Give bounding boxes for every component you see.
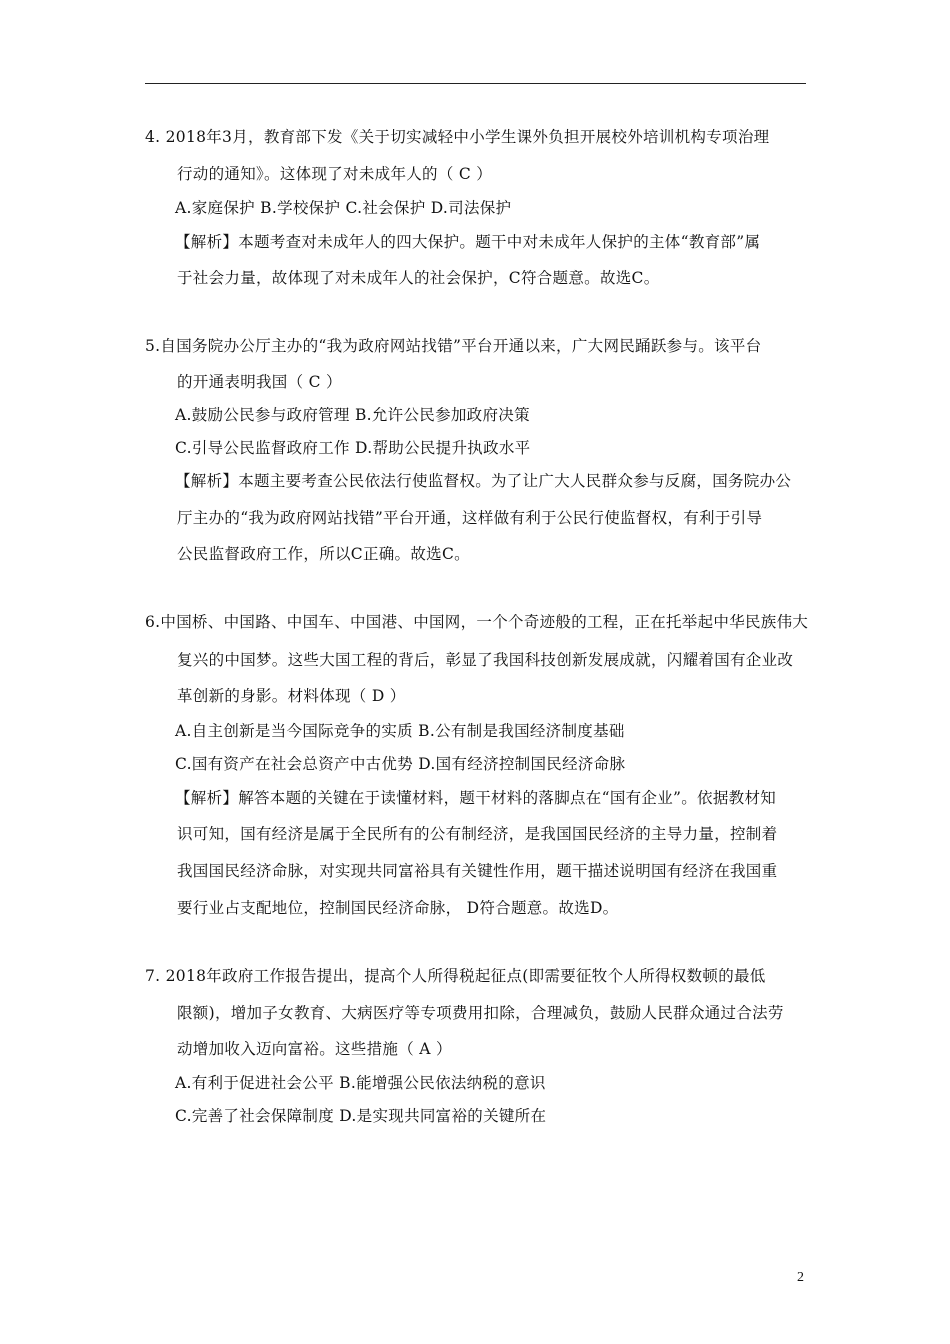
question-7-stem-line-2: 限额)，增加子女教育、大病医疗等专项费用扣除，合理减负，鼓励人民群众通过合法劳 [177, 1004, 784, 1022]
question-6-option-row-2: C.国有资产在社会总资产中古优势 D.国有经济控制国民经济命脉 [175, 755, 626, 773]
question-5-stem-line-2: 的开通表明我国（ C ） [177, 373, 342, 391]
question-6-analysis-line-4: 要行业占支配地位，控制国民经济命脉， D符合题意。故选D。 [177, 899, 619, 917]
question-5-analysis-line-3: 公民监督政府工作，所以C正确。故选C。 [177, 545, 470, 563]
header-rule [145, 83, 806, 84]
question-4-options: A.家庭保护 B.学校保护 C.社会保护 D.司法保护 [175, 199, 512, 217]
question-6-stem-line-2: 复兴的中国梦。这些大国工程的背后，彰显了我国科技创新发展成就，闪耀着国有企业改 [177, 651, 794, 669]
question-7-option-row-1: A.有利于促进社会公平 B.能增强公民依法纳税的意识 [175, 1074, 546, 1092]
question-5-option-row-2: C.引导公民监督政府工作 D.帮助公民提升执政水平 [175, 439, 531, 457]
question-7-option-row-2: C.完善了社会保障制度 D.是实现共同富裕的关键所在 [175, 1107, 547, 1125]
question-6-option-row-1: A.自主创新是当今国际竞争的实质 B.公有制是我国经济制度基础 [175, 722, 625, 740]
question-5-analysis-line-2: 厅主办的“我为政府网站找错”平台开通，这样做有利于公民行使监督权，有利于引导 [177, 509, 763, 527]
question-4-analysis-line-2: 于社会力量，故体现了对未成年人的社会保护，C符合题意。故选C。 [177, 269, 660, 287]
question-6-analysis-line-1: 【解析】解答本题的关键在于读懂材料，题干材料的落脚点在“国有企业”。依据教材知 [175, 789, 777, 807]
question-6-stem-line-3: 革创新的身影。材料体现（ D ） [177, 687, 406, 705]
question-6-analysis-line-3: 我国国民经济命脉，对实现共同富裕具有关键性作用，题干描述说明国有经济在我国重 [177, 862, 778, 880]
question-6-analysis-line-2: 识可知，国有经济是属于全民所有的公有制经济，是我国国民经济的主导力量，控制着 [177, 825, 778, 843]
question-4-analysis-line-1: 【解析】本题考查对未成年人的四大保护。题干中对未成年人保护的主体“教育部”属 [175, 233, 761, 251]
question-5-option-row-1: A.鼓励公民参与政府管理 B.允许公民参加政府决策 [175, 406, 530, 424]
question-6-stem-line-1: 6.中国桥、中国路、中国车、中国港、中国网，一个个奇迹般的工程，正在托举起中华民族伟大 [145, 613, 809, 631]
question-5-stem-line-1: 5.自国务院办公厅主办的“我为政府网站找错”平台开通以来，广大网民踊跃参与。该平台 [145, 337, 762, 355]
question-4-stem-line-2: 行动的通知》。这体现了对未成年人的（ C ） [177, 165, 493, 183]
question-5-analysis-line-1: 【解析】本题主要考查公民依法行使监督权。为了让广大人民群众参与反腐，国务院办公 [175, 472, 792, 490]
question-7-stem-line-1: 7. 2018年政府工作报告提出，提高个人所得税起征点(即需要征牧个人所得权数顿的最低 [145, 967, 766, 985]
page-number: 2 [797, 1270, 804, 1285]
question-7-stem-line-3: 动增加收入迈向富裕。这些措施（ A ） [177, 1040, 452, 1058]
question-4-stem-line-1: 4. 2018年3月，教育部下发《关于切实减轻中小学生课外负担开展校外培训机构专项治理 [145, 128, 770, 146]
